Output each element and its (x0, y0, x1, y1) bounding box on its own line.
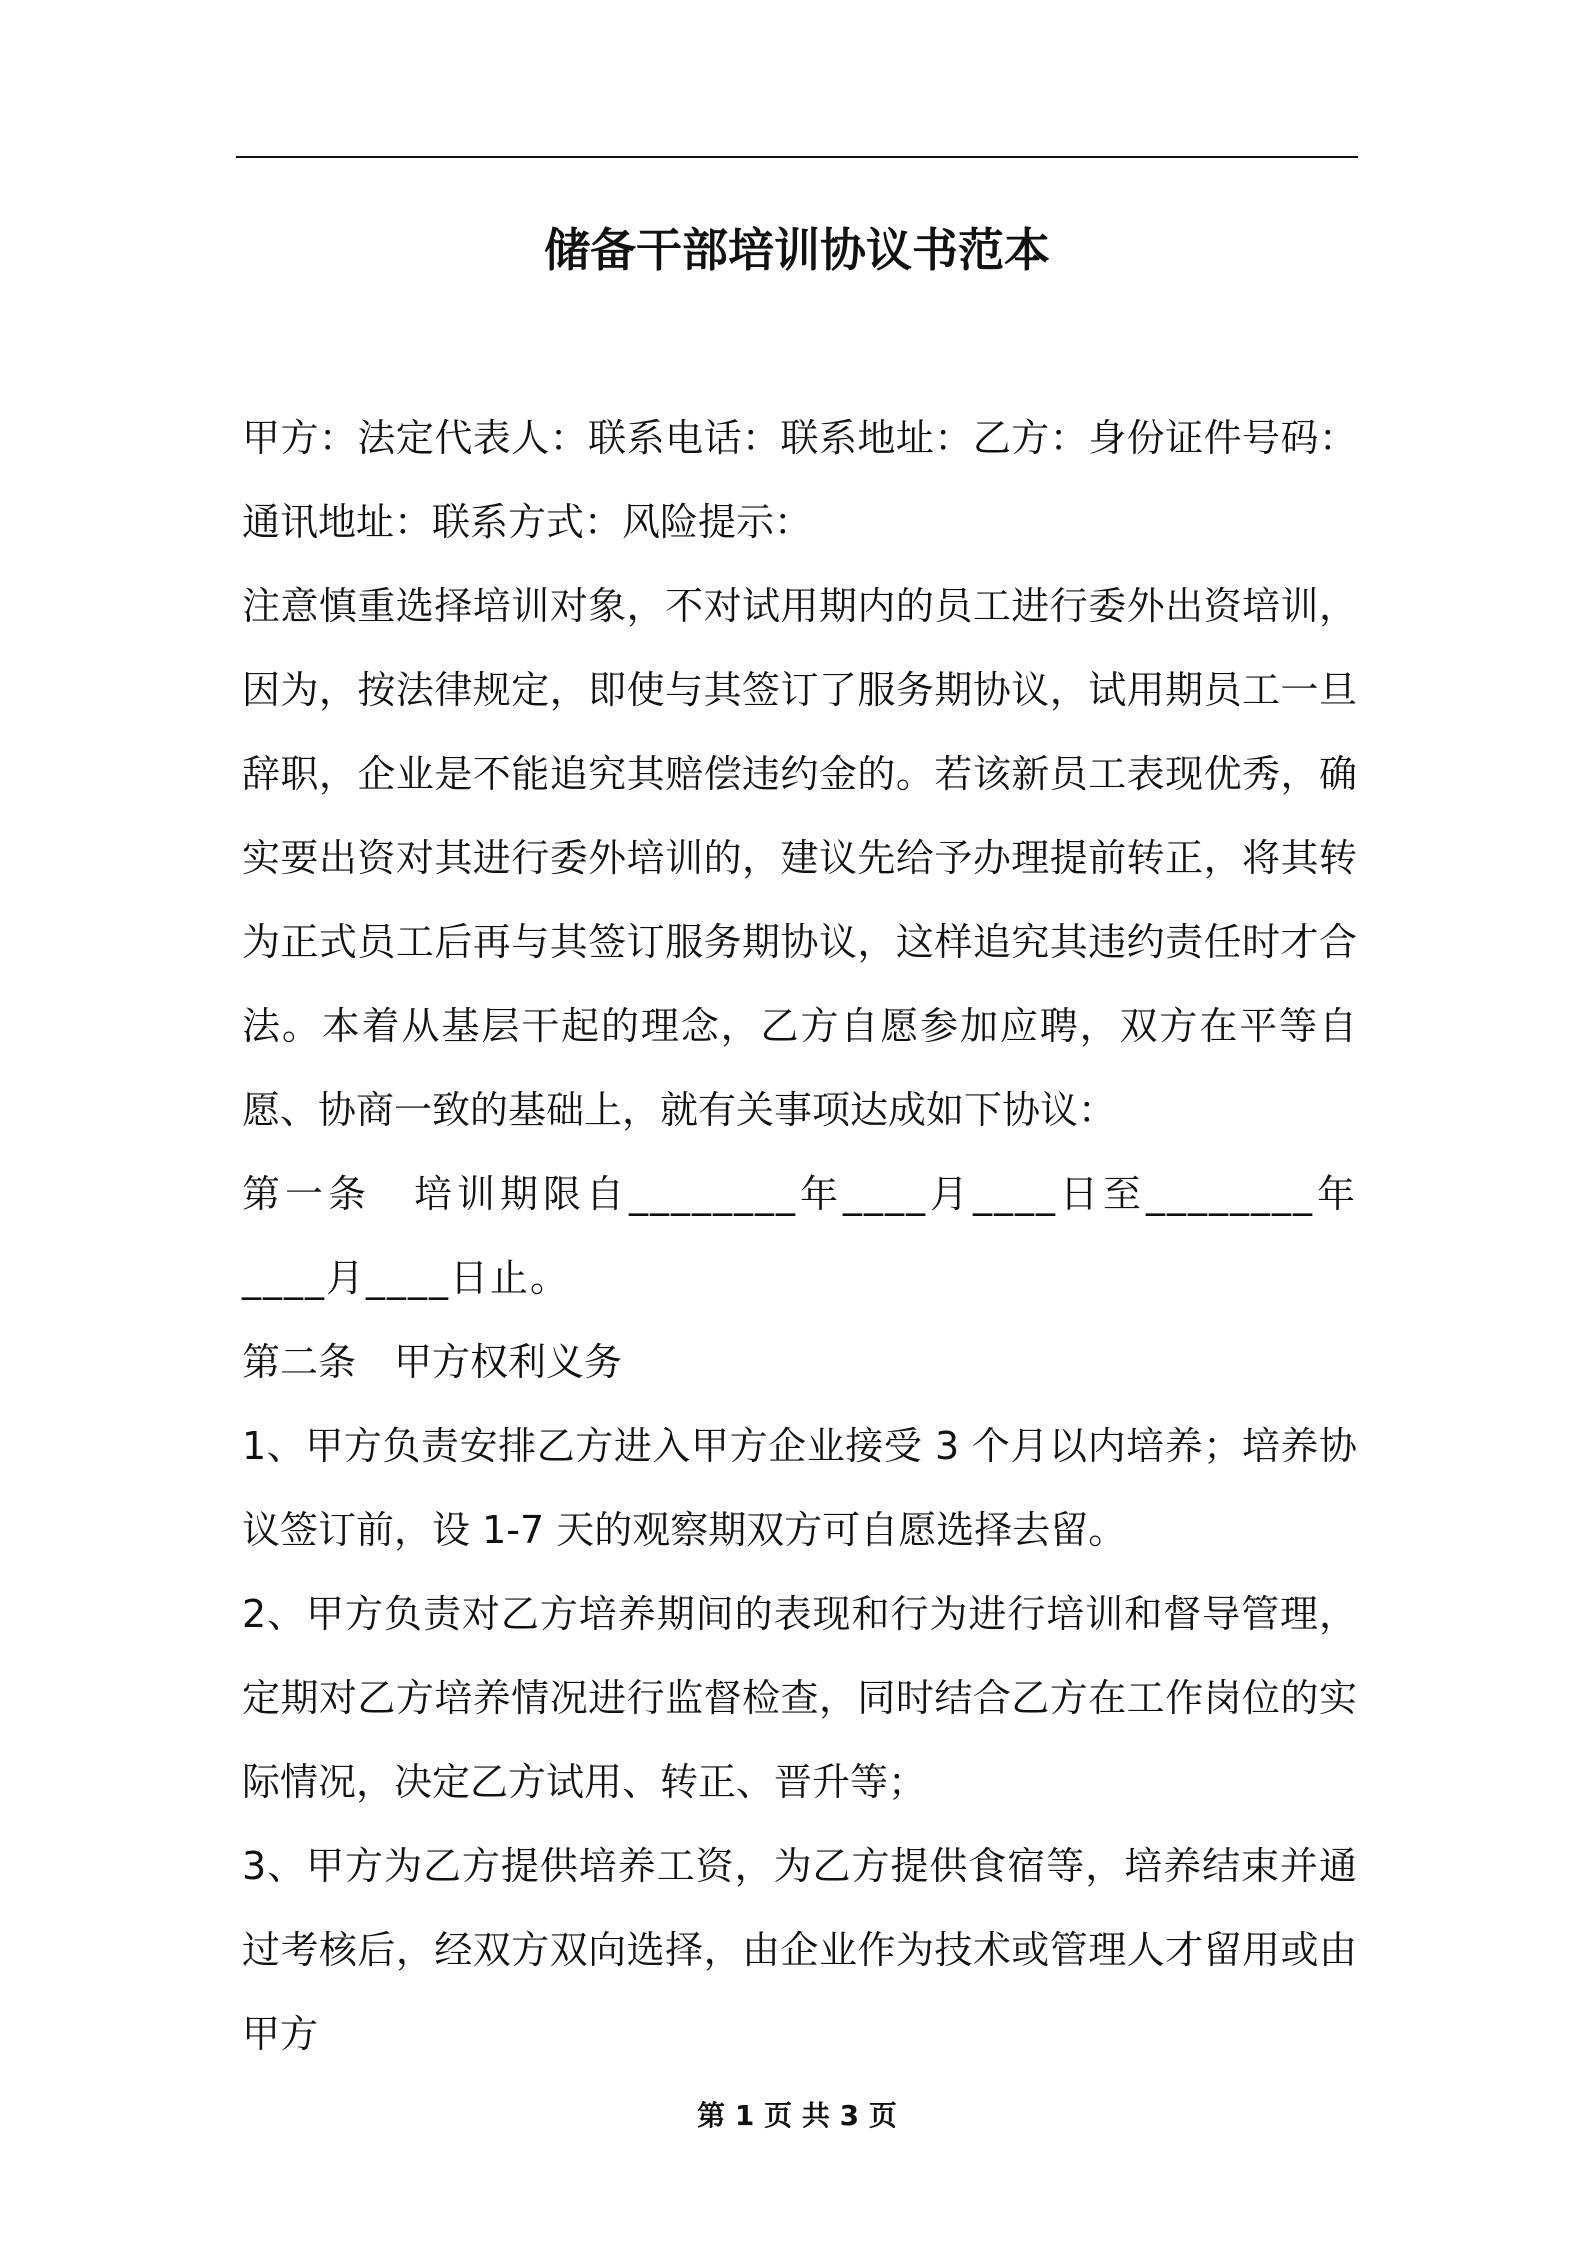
document-title: 储备干部培训协议书范本 (544, 223, 1050, 277)
clause-2-item-3: 3、甲方为乙方提供培养工资，为乙方提供食宿等，培养结束并通过考核后，经双方双向选择，由企业作为技术或管理人才留用或由甲方 (242, 1844, 1357, 2056)
document-body (242, 396, 1357, 2076)
clause-1-training-period: 第一条 培训期限自________年____月____日至________年____月____日止。 (242, 1172, 1357, 1300)
header-rule (236, 156, 1358, 158)
risk-notice-paragraph: 注意慎重选择培训对象，不对试用期内的员工进行委外出资培训，因为，按法律规定，即使与其签订了服务期协议，试用期员工一旦辞职，企业是不能追究其赔偿违约金的。若该新员工表现优秀，确实要出资对其进行委外培训的，建议先给予办理提前转正，将其转为正式员工后再与其签订服务期协议，这样追究其违约责任时才合法。本着从基层干起的理念，乙方自愿参加应聘，双方在平等自愿、协商一致的基础上，就有关事项达成如下协议： (242, 584, 1357, 1132)
clause-2-item-2: 2、甲方负责对乙方培养期间的表现和行为进行培训和督导管理，定期对乙方培养情况进行监督检查，同时结合乙方在工作岗位的实际情况，决定乙方试用、转正、晋升等； (242, 1592, 1357, 1804)
party-info-paragraph: 甲方：法定代表人：联系电话：联系地址：乙方：身份证件号码：通讯地址：联系方式：风险提示： (242, 416, 1357, 544)
clause-2-item-1: 1、甲方负责安排乙方进入甲方企业接受 3 个月以内培养；培养协议签订前，设 1-7 天的观察期双方可自愿选择去留。 (242, 1424, 1357, 1552)
clause-2-heading: 第二条 甲方权利义务 (242, 1340, 623, 1384)
page-number-footer: 第 1 页 共 3 页 (697, 2099, 897, 2132)
